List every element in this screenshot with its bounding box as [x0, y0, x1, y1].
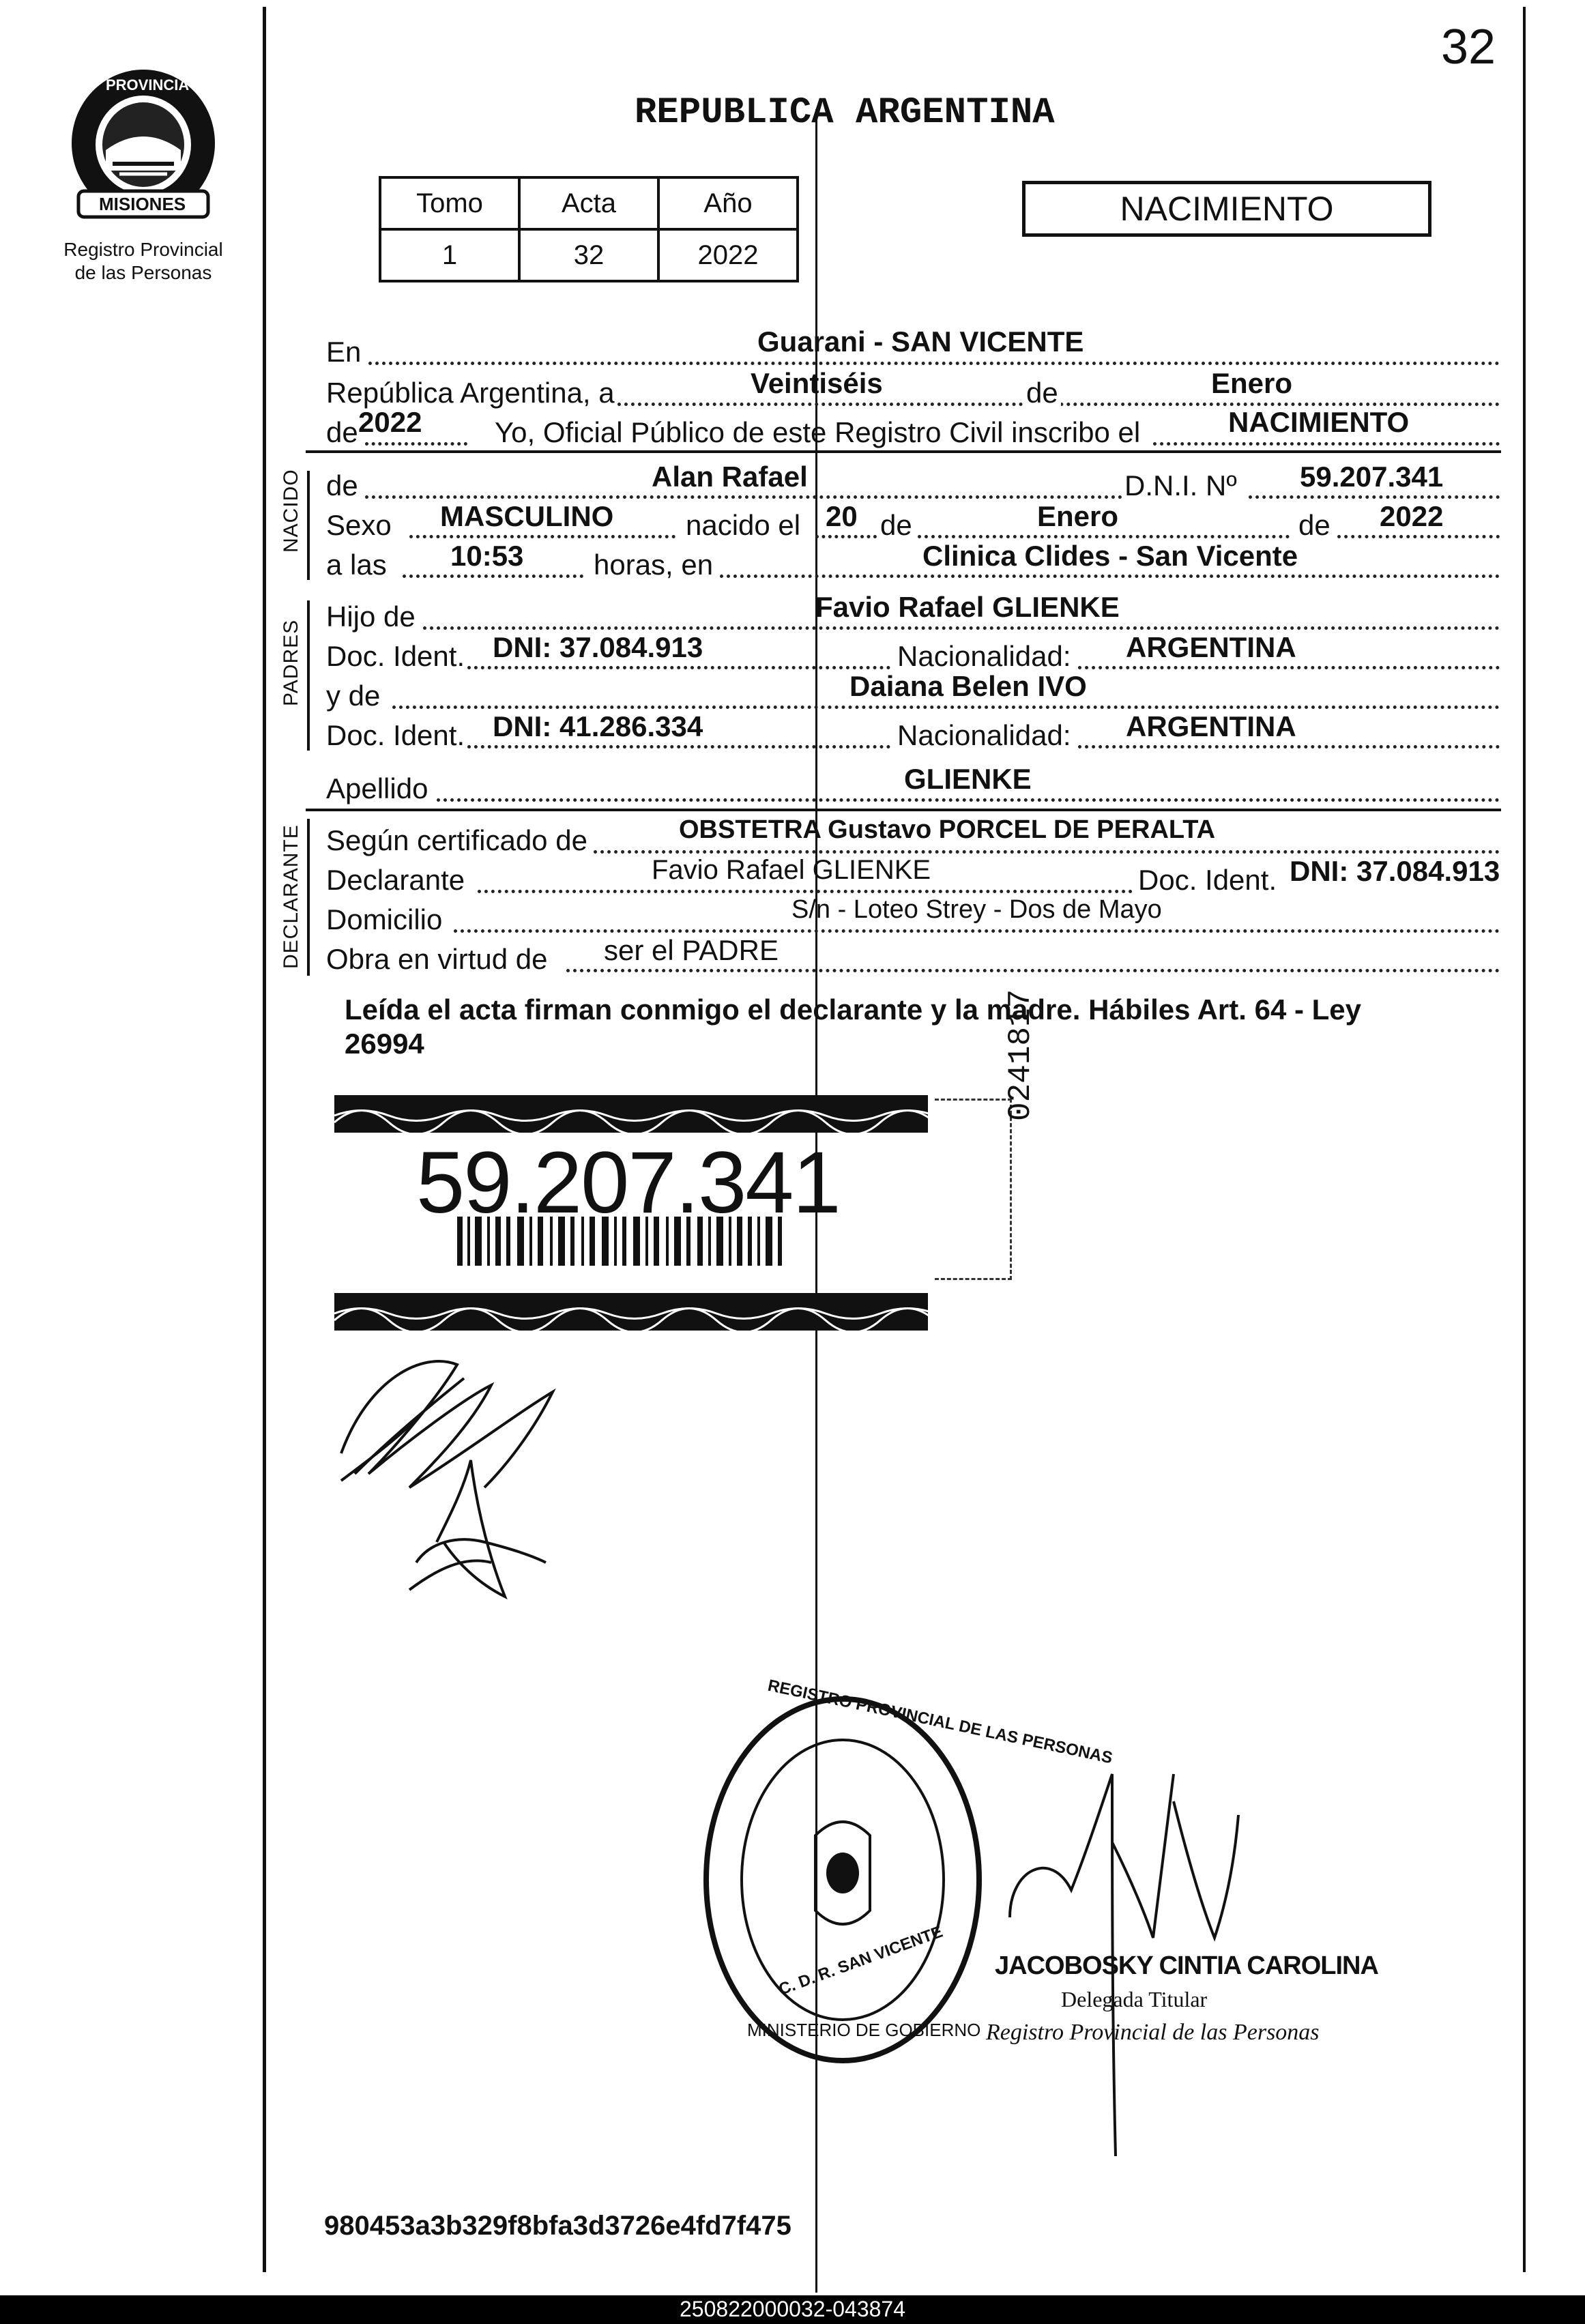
closing-text-line2: 26994	[345, 1028, 424, 1060]
footer-barcode-id: 250822000032-043874	[680, 2297, 905, 2321]
apellido-value: GLIENKE	[904, 763, 1032, 795]
seal-icon	[699, 1692, 986, 2067]
nacido-de-label: de	[326, 469, 358, 502]
nacido-year-value: 2022	[1380, 500, 1444, 532]
nacido-dni-label: D.N.I. Nº	[1124, 469, 1237, 502]
value-ano: 2022	[658, 229, 798, 281]
right-margin-line	[1523, 7, 1526, 2272]
header-tomo: Tomo	[380, 177, 519, 229]
declarante-doc-value: DNI: 37.084.913	[1290, 855, 1500, 887]
padre-nac-label: Nacionalidad:	[897, 640, 1071, 672]
madre-value: Daiana Belen IVO	[849, 670, 1087, 702]
official-seal	[699, 1676, 1114, 2067]
nacido-dni-value: 59.207.341	[1300, 461, 1444, 493]
dotted-line	[1153, 442, 1500, 446]
obra-value: ser el PADRE	[604, 934, 779, 966]
dotted-line	[365, 495, 1122, 499]
republica-label: República Argentina, a	[326, 377, 615, 409]
declarante-doc-label: Doc. Ident.	[1138, 864, 1277, 896]
dotted-line	[815, 535, 877, 538]
nacido-name-value: Alan Rafael	[652, 461, 808, 493]
dotted-line	[437, 798, 1500, 802]
header-acta: Acta	[519, 177, 658, 229]
logo-caption-1: Registro Provincial	[63, 239, 223, 260]
padres-side-label: PADRES	[280, 619, 302, 706]
dotted-line	[403, 575, 583, 578]
hora-value: 10:53	[450, 540, 524, 572]
dotted-line	[365, 442, 467, 446]
dotted-line	[1249, 495, 1500, 499]
document-hash: 980453a3b329f8bfa3d3726e4fd7f475	[324, 2211, 791, 2241]
nacido-de-label-2: de	[880, 509, 912, 541]
padre-nac-value: ARGENTINA	[1126, 631, 1296, 663]
intro-de-year-label: de	[326, 416, 358, 448]
page-number: 32	[1441, 20, 1496, 74]
sticker-code-tab	[935, 989, 1038, 1280]
nacido-month-value: Enero	[1037, 500, 1119, 532]
dotted-line	[478, 890, 1133, 893]
value-acta: 32	[519, 229, 658, 281]
padre-value: Favio Rafael GLIENKE	[815, 591, 1120, 623]
dotted-line	[1078, 666, 1500, 669]
intro-day-value: Veintiséis	[751, 367, 883, 399]
obra-label: Obra en virtud de	[326, 943, 548, 975]
dotted-line	[467, 666, 890, 669]
tomo-acta-table	[379, 176, 799, 282]
dotted-line	[1337, 535, 1500, 538]
dni-sticker	[334, 1068, 928, 1344]
intro-inscribo-value: NACIMIENTO	[1228, 406, 1410, 438]
padre-doc-label: Doc. Ident.	[326, 640, 465, 672]
apellido-label: Apellido	[326, 772, 428, 804]
logo-caption-2: de las Personas	[74, 262, 212, 283]
declarante-value: Favio Rafael GLIENKE	[652, 855, 931, 885]
nacido-side-label: NACIDO	[280, 469, 302, 553]
alas-label: a las	[326, 549, 387, 581]
dotted-line	[368, 362, 1500, 365]
left-margin-line	[263, 7, 266, 2272]
intro-year-value: 2022	[358, 406, 422, 438]
domicilio-value: S/n - Loteo Strey - Dos de Mayo	[791, 895, 1162, 924]
nacido-bracket	[307, 471, 310, 580]
dotted-line	[454, 929, 1500, 933]
value-tomo: 1	[380, 229, 519, 281]
dotted-line	[409, 535, 675, 538]
hijo-de-label: Hijo de	[326, 600, 416, 633]
footer-bar	[0, 2295, 1585, 2324]
declarante-side-label: DECLARANTE	[280, 824, 302, 969]
sexo-value: MASCULINO	[440, 500, 614, 532]
province-emblem	[65, 68, 222, 232]
horas-en-label: horas, en	[594, 549, 714, 581]
seal-ring-text: REGISTRO PROVINCIAL DE LAS PERSONAS	[766, 1676, 1114, 1768]
dotted-line	[594, 850, 1500, 854]
emblem-banner-text: MISIONES	[99, 194, 186, 214]
declarante-signature	[328, 1337, 682, 1638]
declarante-bracket	[307, 819, 310, 976]
header-ano: Año	[658, 177, 798, 229]
padre-doc-value: DNI: 37.084.913	[493, 631, 703, 663]
madre-nac-label: Nacionalidad:	[897, 719, 1071, 751]
dotted-line	[566, 969, 1500, 972]
section-divider	[306, 809, 1501, 811]
doc-type-label: NACIMIENTO	[1120, 190, 1334, 228]
en-value: Guarani - SAN VICENTE	[757, 325, 1084, 358]
dotted-line	[1078, 745, 1500, 749]
madre-nac-value: ARGENTINA	[1126, 710, 1296, 742]
official-name: JACOBOSKY CINTIA CAROLINA	[995, 1951, 1378, 1980]
cert-value: OBSTETRA Gustavo PORCEL DE PERALTA	[679, 815, 1216, 844]
dotted-line	[720, 575, 1500, 578]
dotted-line	[918, 535, 1290, 538]
seal-bottom-text: MINISTERIO DE GOBIERNO	[747, 2020, 981, 2040]
emblem-ring-text: PROVINCIA DE	[106, 76, 214, 93]
intro-month-value: Enero	[1211, 367, 1293, 399]
intro-yo-text: Yo, Oficial Público de este Registro Civil inscribo el	[495, 416, 1141, 448]
nacido-day-value: 20	[826, 500, 858, 532]
cert-label: Según certificado de	[326, 824, 587, 856]
sticker-number: 59.207.341	[416, 1134, 840, 1232]
y-de-label: y de	[326, 680, 381, 712]
dotted-line	[467, 745, 890, 749]
sticker-side-code: 0241817	[1003, 989, 1038, 1121]
official-office: Registro Provincial de las Personas	[986, 2020, 1320, 2045]
doc-type-box	[1022, 181, 1431, 237]
document-title: REPUBLICA ARGENTINA	[635, 92, 1055, 134]
en-label: En	[326, 336, 362, 368]
sexo-label: Sexo	[326, 509, 392, 541]
declarante-label: Declarante	[326, 864, 465, 896]
dotted-line	[392, 706, 1500, 709]
padres-bracket	[307, 600, 310, 751]
lugar-value: Clinica Clides - San Vicente	[922, 540, 1298, 572]
official-title: Delegada Titular	[1061, 1987, 1208, 2011]
seal-inner-text: C. D. R. SAN VICENTE	[776, 1922, 946, 1999]
closing-text-line1: Leída el acta firman conmigo el declarante y la madre. Hábiles Art. 64 - Ley	[345, 993, 1361, 1026]
nacido-el-label: nacido el	[686, 509, 801, 541]
dotted-line	[423, 626, 1500, 630]
domicilio-label: Domicilio	[326, 903, 443, 935]
intro-de-label: de	[1023, 377, 1061, 409]
madre-doc-label: Doc. Ident.	[326, 719, 465, 751]
section-divider	[306, 450, 1501, 453]
nacido-de-label-3: de	[1298, 509, 1330, 541]
madre-doc-value: DNI: 41.286.334	[493, 710, 703, 742]
